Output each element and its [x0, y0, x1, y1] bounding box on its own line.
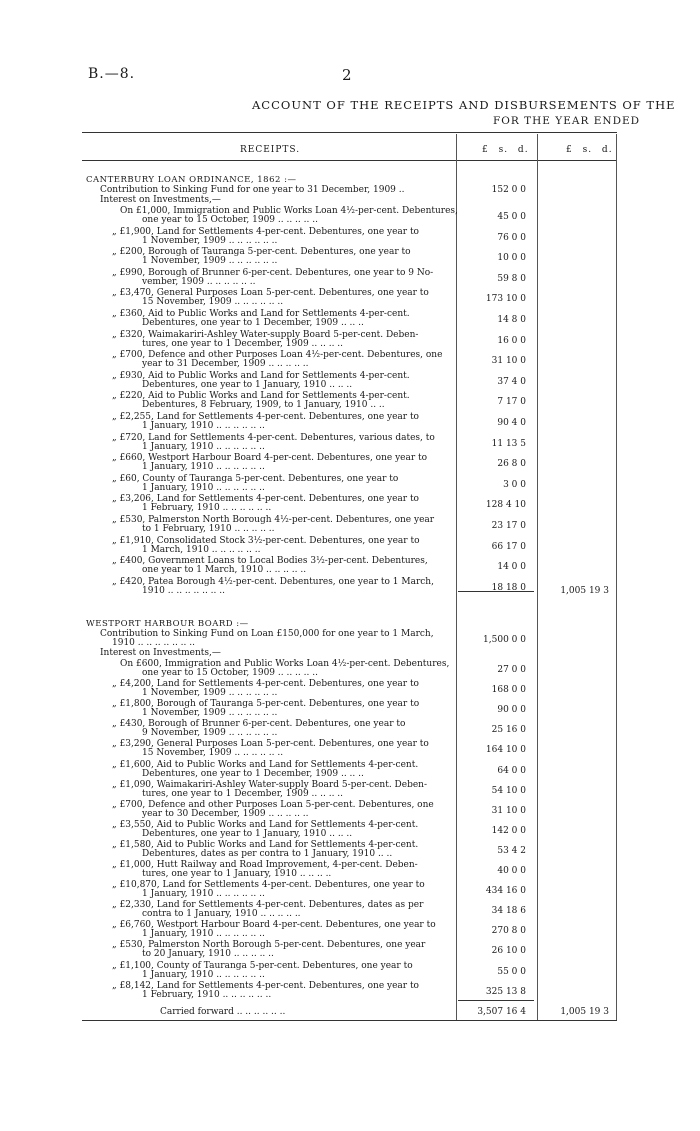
investment-line1: On £1,000, Immigration and Public Works Loan 4½-per-cent. Debentures, — [120, 206, 458, 216]
investment-line1: „ £220, Aid to Public Works and Land for Settlements 4-per-cent. — [112, 391, 410, 402]
investment-line2: tures, one year to 1 December, 1909 .. .. .. .. — [142, 338, 344, 349]
investment-line2: 1 January, 1910 .. .. .. .. .. .. — [142, 462, 265, 473]
investment-line1: „ £930, Aid to Public Works and Land for Settlements 4-per-cent. — [112, 370, 410, 381]
investment-amount: 325 13 8 — [485, 986, 526, 997]
canterbury-interest-heading: Interest on Investments,— — [100, 195, 221, 205]
canterbury-sinking-fund: Contribution to Sinking Fund for one year to 31 December, 1909 .. — [100, 185, 405, 195]
investment-line2: one year to 15 October, 1909 .. .. .. .. .. — [142, 215, 318, 225]
investment-line1: „ £720, Land for Settlements 4-per-cent. Debentures, various dates, to — [112, 432, 435, 443]
investment-line1: „ £60, County of Tauranga 5-per-cent. Debentures, one year to — [112, 473, 399, 484]
account-subtitle: FOR THE YEAR ENDED — [493, 115, 641, 127]
investment-line1: „ £700, Defence and other Purposes Loan 4½-per-cent. Debentures, one — [112, 350, 443, 361]
investment-amount: 26 8 0 — [497, 459, 526, 470]
investment-amount: 270 8 0 — [491, 926, 526, 937]
investment-line1: „ £1,090, Waimakariri-Ashley Water-supply Board 5-per-cent. Deben- — [112, 779, 428, 790]
investment-line2: one year to 1 March, 1910 .. .. .. .. .. — [142, 565, 307, 576]
investment-amount: 164 10 0 — [485, 745, 526, 756]
investment-amount: 34 18 6 — [491, 906, 526, 917]
amount-column-divider — [456, 134, 457, 1020]
investment-amount: 90 0 0 — [497, 705, 526, 716]
investment-line1: „ £990, Borough of Brunner 6-per-cent. Debentures, one year to 9 No- — [112, 267, 434, 278]
investment-amount: 16 0 0 — [497, 335, 526, 346]
investment-line2: Debentures, one year to 1 January, 1910 .. .. .. — [142, 828, 353, 839]
carried-forward-amount: 3,507 16 4 — [477, 1007, 526, 1017]
investment-line2: 1 January, 1910 .. .. .. .. .. .. — [142, 482, 265, 493]
canterbury-total: 1,005 19 3 — [560, 586, 609, 596]
investment-line1: „ £3,206, Land for Settlements 4-per-cent. Debentures, one year to — [112, 494, 419, 505]
investment-line2: 1 January, 1910 .. .. .. .. .. .. — [142, 889, 265, 900]
investment-line1: „ £4,200, Land for Settlements 4-per-cent. Debentures, one year to — [112, 679, 419, 690]
investment-line2: year to 30 December, 1909 .. .. .. .. .. — [142, 808, 309, 819]
investment-line1: „ £420, Patea Borough 4½-per-cent. Debentures, one year to 1 March, — [112, 576, 434, 587]
investment-amount: 66 17 0 — [491, 541, 526, 552]
investment-line1: „ £530, Palmerston North Borough 4½-per-cent. Debentures, one year — [112, 515, 435, 525]
investment-line2: tures, one year to 1 January, 1910 .. .. .. .. — [142, 869, 332, 879]
investment-line2: 1 February, 1910 .. .. .. .. .. .. — [142, 989, 272, 1000]
investment-line1: „ £1,910, Consolidated Stock 3½-per-cent. Debentures, one year to — [112, 535, 420, 546]
investment-line2: 1 November, 1909 .. .. .. .. .. .. — [142, 235, 278, 246]
investment-line2: 15 November, 1909 .. .. .. .. .. .. — [142, 297, 284, 308]
investment-line2: 1 January, 1910 .. .. .. .. .. .. — [142, 969, 265, 980]
investment-line1: „ £1,000, Hutt Railway and Road Improvement, 4-per-cent. Deben- — [112, 860, 418, 870]
investment-amount: 14 0 0 — [497, 562, 526, 573]
investment-line2: 1 February, 1910 .. .. .. .. .. .. — [142, 503, 272, 514]
investment-line1: „ £360, Aid to Public Works and Land for Settlements 4-per-cent. — [112, 309, 410, 319]
investment-line1: „ £1,100, County of Tauranga 5-per-cent. Debentures, one year to — [112, 960, 413, 971]
investment-line2: year to 31 December, 1909 .. .. .. .. .. — [142, 359, 309, 370]
investment-amount: 27 0 0 — [497, 665, 526, 675]
investment-line1: „ £320, Waimakariri-Ashley Water-supply Board 5-per-cent. Deben- — [112, 329, 419, 340]
westport-heading: WESTPORT HARBOUR BOARD :— — [86, 619, 249, 629]
investment-amount: 31 10 0 — [491, 805, 526, 816]
investment-line1: „ £3,550, Aid to Public Works and Land for Settlements 4-per-cent. — [112, 819, 419, 830]
investment-line2: tures, one year to 1 December, 1909 .. .. .. .. — [142, 788, 344, 799]
investment-line1: „ £3,470, General Purposes Loan 5-per-cent. Debentures, one year to — [112, 288, 429, 299]
carried-forward-label: Carried forward .. .. .. .. .. .. — [160, 1007, 286, 1017]
investment-line2: Debentures, one year to 1 December, 1909 .. .. .. — [142, 318, 364, 328]
investment-amount: 3 0 0 — [503, 479, 526, 490]
canterbury-heading: CANTERBURY LOAN ORDINANCE, 1862 :— — [86, 175, 297, 185]
investment-line1: „ £10,870, Land for Settlements 4-per-cent. Debentures, one year to — [112, 880, 425, 891]
investment-line2: 1 November, 1909 .. .. .. .. .. .. — [142, 708, 278, 719]
investment-line1: „ £1,900, Land for Settlements 4-per-cent. Debentures, one year to — [112, 226, 419, 237]
document-reference: B.—8. — [88, 66, 136, 82]
investment-line2: Debentures, 8 February, 1909, to 1 January, 1910 .. .. — [142, 400, 385, 411]
investment-amount: 25 16 0 — [491, 725, 526, 736]
investment-amount: 40 0 0 — [497, 866, 526, 876]
investment-amount: 7 17 0 — [497, 397, 526, 408]
investment-line1: „ £700, Defence and other Purposes Loan 5-per-cent. Debentures, one — [112, 799, 434, 810]
investment-amount: 168 0 0 — [491, 685, 526, 696]
investment-line1: „ £200, Borough of Tauranga 5-per-cent. Debentures, one year to — [112, 247, 411, 258]
investment-amount: 434 16 0 — [485, 886, 526, 897]
investment-line1: „ £3,290, General Purposes Loan 5-per-cent. Debentures, one year to — [112, 739, 429, 750]
westport-sinking-fund-line2: 1910 .. .. .. .. .. .. .. — [112, 638, 195, 648]
investment-amount: 76 0 0 — [497, 232, 526, 243]
westport-interest-heading: Interest on Investments,— — [100, 648, 221, 658]
investment-amount: 54 10 0 — [491, 785, 526, 796]
investment-line1: „ £660, Westport Harbour Board 4-per-cent. Debentures, one year to — [112, 453, 428, 464]
investment-line2: 1 November, 1909 .. .. .. .. .. .. — [142, 256, 278, 267]
investment-amount: 18 18 0 — [491, 582, 526, 593]
investment-amount: 128 4 10 — [485, 500, 526, 511]
investment-amount: 10 0 0 — [497, 253, 526, 264]
investment-line1: „ £1,800, Borough of Tauranga 5-per-cent. Debentures, one year to — [112, 699, 420, 710]
canterbury-sinking-amount: 152 0 0 — [491, 185, 526, 195]
investment-line2: Debentures, dates as per contra to 1 January, 1910 .. .. — [142, 848, 393, 859]
table-bottom-rule — [82, 1020, 617, 1021]
investment-line2: 1 January, 1910 .. .. .. .. .. .. — [142, 929, 265, 940]
investment-amount: 142 0 0 — [491, 825, 526, 836]
investment-amount: 173 10 0 — [485, 294, 526, 305]
investment-line2: one year to 15 October, 1909 .. .. .. .. .. — [142, 668, 318, 678]
investment-line1: „ £1,600, Aid to Public Works and Land for Settlements 4-per-cent. — [112, 759, 419, 770]
investment-line1: „ £400, Government Loans to Local Bodies 3½-per-cent. Debentures, — [112, 556, 428, 567]
table-top-rule — [82, 132, 617, 133]
investment-line2: 1 March, 1910 .. .. .. .. .. .. — [142, 544, 261, 555]
westport-sinking-amount: 1,500 0 0 — [483, 635, 526, 645]
investment-line2: Debentures, one year to 1 January, 1910 .. .. .. — [142, 379, 353, 390]
investment-line1: „ £6,760, Westport Harbour Board 4-per-cent. Debentures, one year to — [112, 920, 436, 931]
investment-line2: to 1 February, 1910 .. .. .. .. .. — [142, 524, 275, 534]
investment-line2: Debentures, one year to 1 December, 1909 .. .. .. — [142, 768, 364, 779]
amount-column-heading: £ s. d. — [482, 145, 529, 155]
total-column-divider — [537, 134, 538, 1020]
investment-line2: 1 November, 1909 .. .. .. .. .. .. — [142, 688, 278, 699]
investment-amount: 31 10 0 — [491, 356, 526, 367]
investment-line2: contra to 1 January, 1910 .. .. .. .. .. — [142, 909, 301, 920]
investment-line1: „ £530, Palmerston North Borough 5-per-cent. Debentures, one year — [112, 940, 426, 951]
investment-line1: „ £2,330, Land for Settlements 4-per-cent. Debentures, dates as per — [112, 900, 424, 911]
receipts-column-heading: RECEIPTS. — [240, 145, 301, 155]
investment-line1: „ £430, Borough of Brunner 6-per-cent. Debentures, one year to — [112, 719, 406, 730]
westport-subtotal-rule — [458, 1000, 534, 1001]
investment-line2: vember, 1909 .. .. .. .. .. .. — [142, 276, 256, 287]
investment-amount: 11 13 5 — [491, 438, 526, 449]
investment-amount: 53 4 2 — [497, 845, 526, 856]
right-column-divider — [616, 134, 617, 1020]
investment-amount: 23 17 0 — [491, 521, 526, 531]
investment-line2: 1 January, 1910 .. .. .. .. .. .. — [142, 421, 265, 431]
investment-amount: 55 0 0 — [497, 966, 526, 977]
investment-line2: to 20 January, 1910 .. .. .. .. .. — [142, 949, 274, 960]
investment-line1: „ £1,580, Aid to Public Works and Land for Settlements 4-per-cent. — [112, 839, 419, 850]
carried-forward-total: 1,005 19 3 — [560, 1007, 609, 1017]
investment-amount: 45 0 0 — [497, 212, 526, 222]
investment-amount: 90 4 0 — [497, 418, 526, 428]
westport-sinking-fund-line1: Contribution to Sinking Fund on Loan £150,000 for one year to 1 March, — [100, 629, 434, 639]
page-number: 2 — [342, 66, 352, 84]
investment-line2: 1910 .. .. .. .. .. .. .. — [142, 585, 225, 596]
investment-line1: „ £8,142, Land for Settlements 4-per-cent. Debentures, one year to — [112, 980, 419, 991]
investment-line2: 9 November, 1909 .. .. .. .. .. .. — [142, 728, 278, 739]
account-title: ACCOUNT OF THE RECEIPTS AND DISBURSEMENTS OF THE — [252, 98, 676, 112]
investment-line2: 15 November, 1909 .. .. .. .. .. .. — [142, 748, 284, 759]
investment-amount: 26 10 0 — [491, 946, 526, 957]
investment-amount: 64 0 0 — [497, 765, 526, 776]
investment-amount: 59 8 0 — [497, 273, 526, 284]
total-column-heading: £ s. d. — [566, 145, 613, 155]
investment-amount: 37 4 0 — [497, 376, 526, 387]
investment-line2: 1 January, 1910 .. .. .. .. .. .. — [142, 441, 265, 452]
investment-amount: 14 8 0 — [497, 315, 526, 325]
investment-line1: „ £2,255, Land for Settlements 4-per-cent. Debentures, one year to — [112, 412, 419, 422]
investment-line1: On £600, Immigration and Public Works Loan 4½-per-cent. Debentures, — [120, 659, 450, 669]
